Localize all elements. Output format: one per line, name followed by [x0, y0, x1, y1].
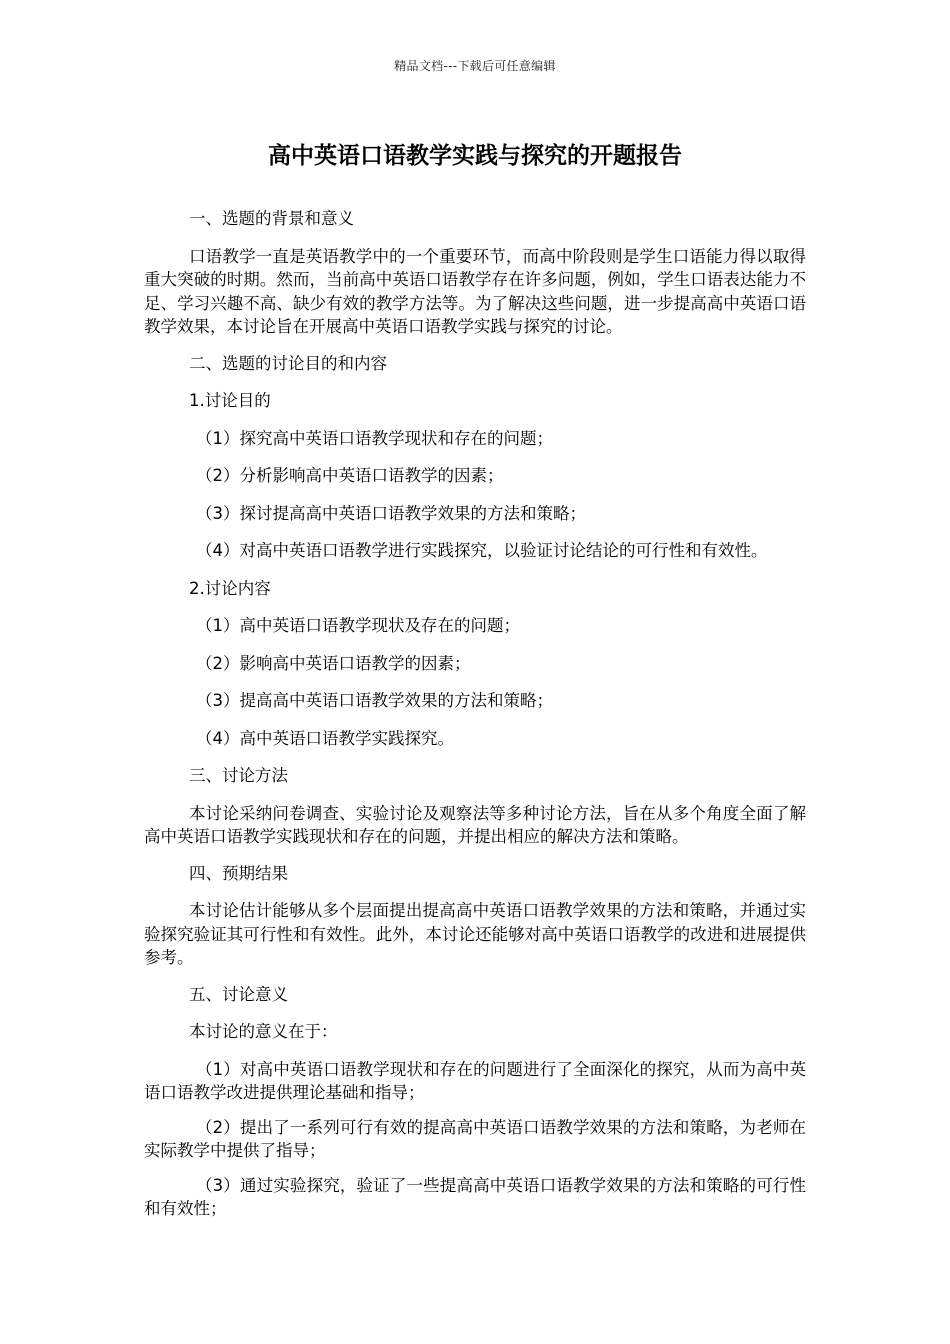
paragraph: 本讨论的意义在于：: [189, 1022, 338, 1041]
section-heading: 四、预期结果: [189, 863, 288, 883]
paragraph: 本讨论采纳问卷调查、实验讨论及观察法等多种讨论方法，旨在从多个角度全面了解高中英语口语教学实践现状和存在的问题，并提出相应的解决方法和策略。: [144, 803, 806, 846]
section-heading: 一、选题的背景和意义: [189, 209, 354, 228]
document-title: 高中英语口语教学实践与探究的开题报告: [268, 143, 682, 169]
list-item: （4）高中英语口语教学实践探究。: [196, 728, 454, 748]
list-item: （2）影响高中英语口语教学的因素；: [196, 653, 471, 673]
document-body: [144, 207, 806, 1232]
list-item: （4）对高中英语口语教学进行实践探究，以验证讨论结论的可行性和有效性。: [196, 541, 768, 560]
list-item: （3）探讨提高高中英语口语教学效果的方法和策略；: [196, 503, 586, 523]
list-item: （2）提出了一系列可行有效的提高高中英语口语教学效果的方法和策略，为老师在实际教学中提供了指导；: [144, 1117, 806, 1160]
section-heading: 五、讨论意义: [189, 984, 288, 1004]
section-heading: 二、选题的讨论目的和内容: [189, 353, 387, 373]
section-heading: 三、讨论方法: [189, 766, 288, 785]
list-item: （1）高中英语口语教学现状及存在的问题；: [196, 616, 520, 635]
list-item: （3）通过实验探究，验证了一些提高高中英语口语教学效果的方法和策略的可行性和有效性；: [144, 1175, 806, 1218]
list-item: （3）提高高中英语口语教学效果的方法和策略；: [196, 691, 553, 710]
list-item: （2）分析影响高中英语口语教学的因素；: [196, 466, 504, 485]
page-header: 精品文档---下载后可任意编辑: [394, 59, 556, 73]
list-item: （1）对高中英语口语教学现状和存在的问题进行了全面深化的探究，从而为高中英语口语教学改进提供理论基础和指导；: [144, 1059, 806, 1102]
list-item: （1）探究高中英语口语教学现状和存在的问题；: [196, 428, 553, 448]
subsection-heading: 2.讨论内容: [189, 578, 271, 598]
subsection-heading: 1.讨论目的: [189, 391, 271, 410]
paragraph: 口语教学一直是英语教学中的一个重要环节，而高中阶段则是学生口语能力得以取得重大突破的时期。然而，当前高中英语口语教学存在许多问题，例如，学生口语表达能力不足、学习兴趣不高、缺少有效的教学方法等。为了解决这些问题，进一步提高高中英语口语教学效果，本讨论旨在开展高中英语口语教学实践与探究的讨论。: [144, 246, 806, 336]
paragraph: 本讨论估计能够从多个层面提出提高高中英语口语教学效果的方法和策略，并通过实验探究验证其可行性和有效性。此外，本讨论还能够对高中英语口语教学的改进和进展提供参考。: [144, 901, 806, 967]
